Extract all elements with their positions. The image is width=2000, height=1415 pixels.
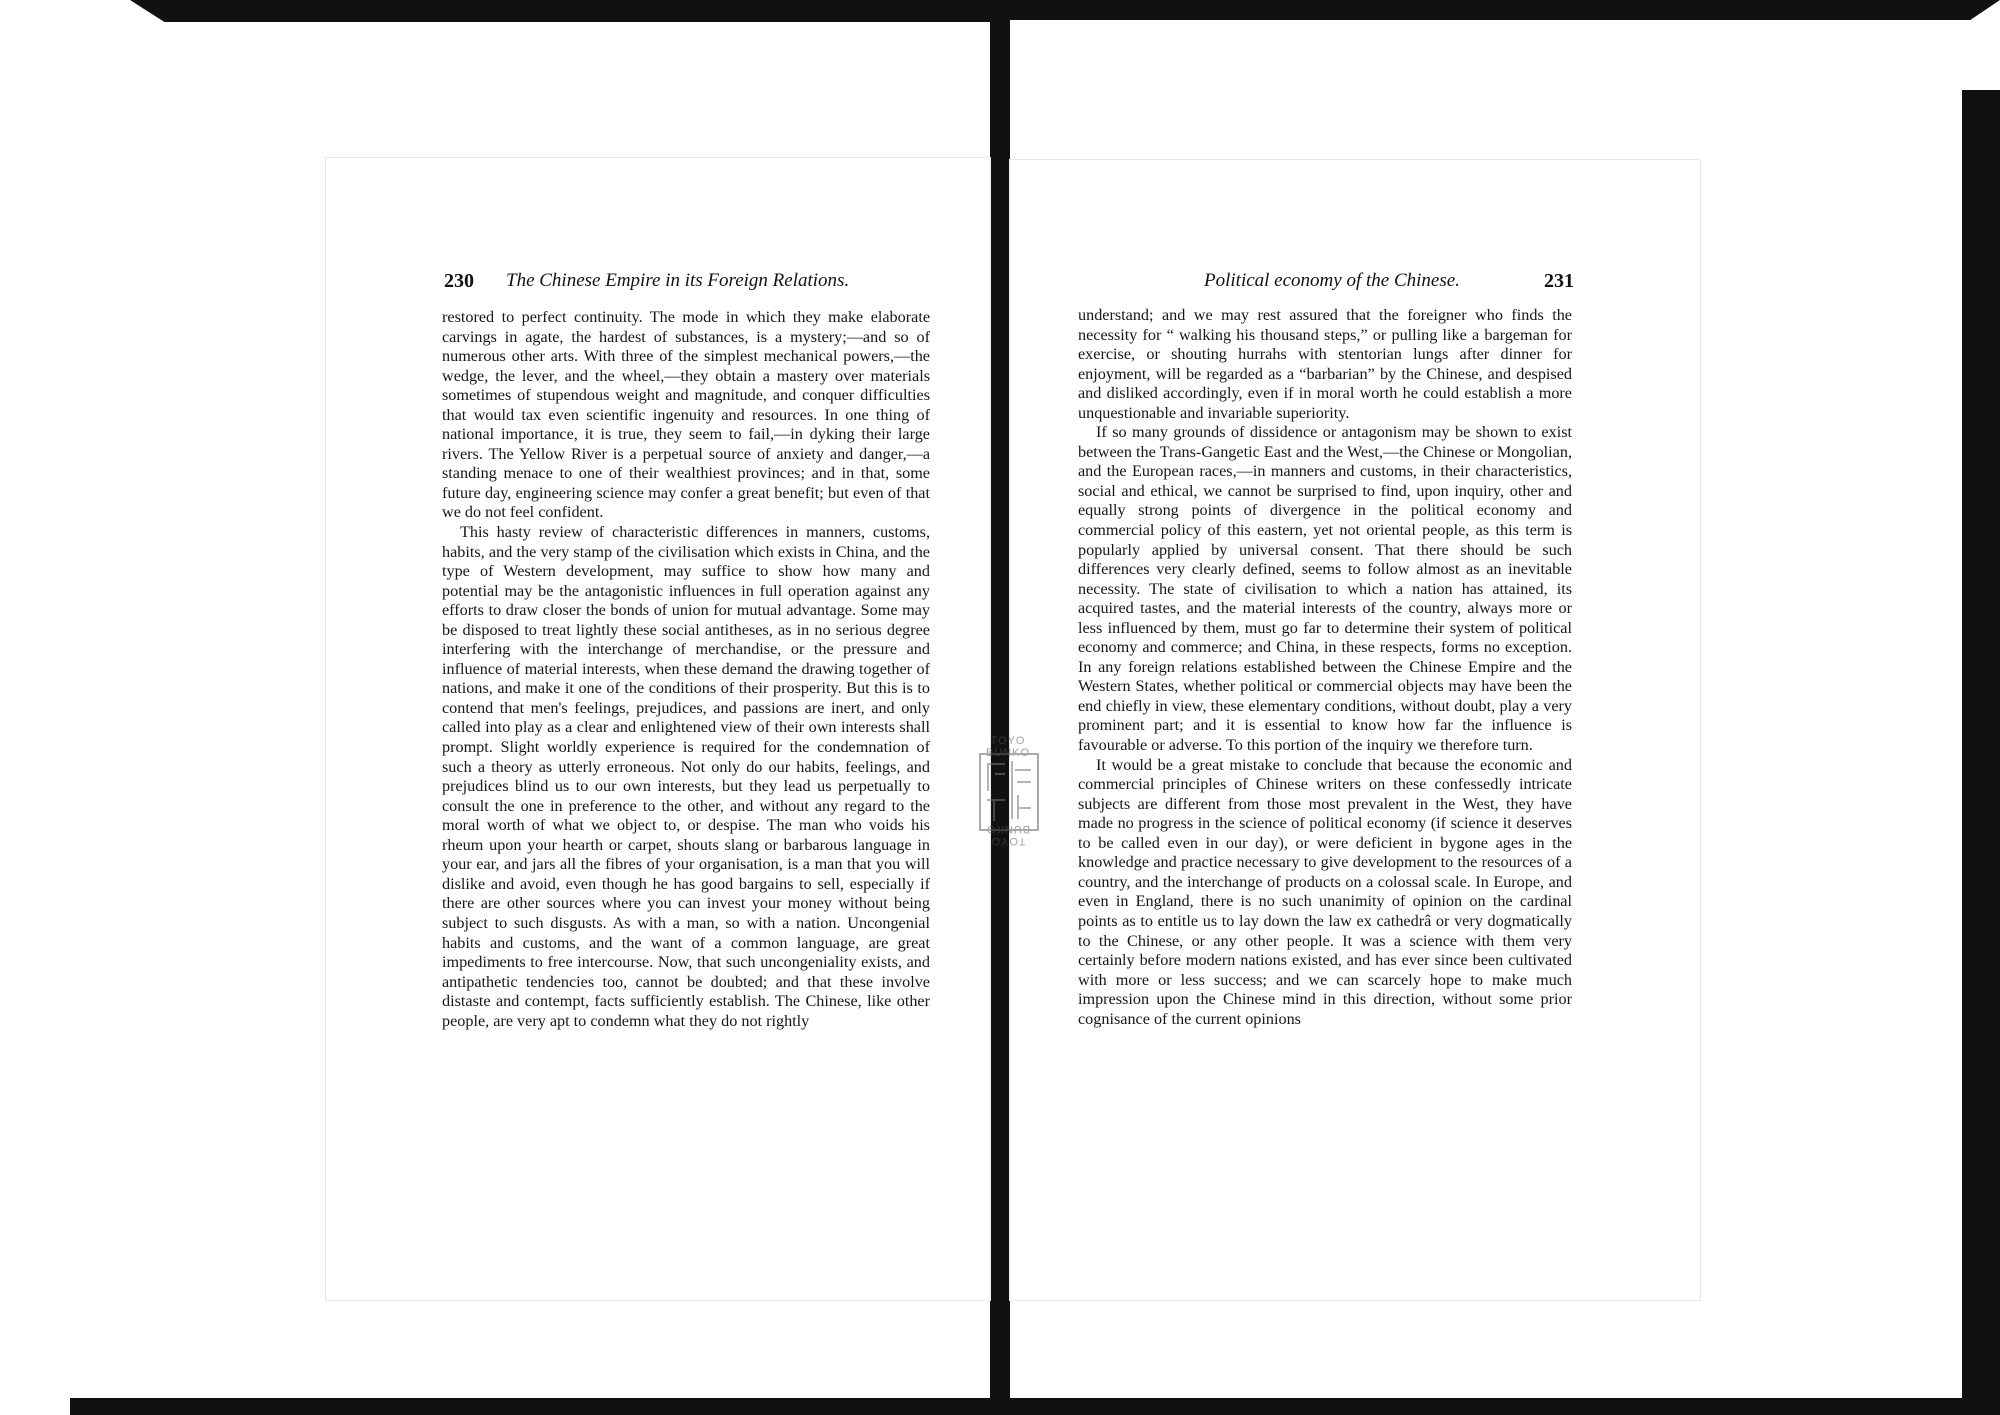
stamp-seal-icon — [979, 753, 1039, 831]
stamp-bottom-text: TOYO BUNKO — [985, 823, 1031, 847]
left-page-body — [442, 308, 930, 1031]
left-running-title: The Chinese Empire in its Foreign Relations. — [506, 270, 850, 291]
stamp-top-text: TOYO BUNKO — [985, 735, 1031, 759]
right-paragraph-3: It would be a great mistake to conclude that because the economic and commercial principles of Chinese writers on these confessedly intricate subjects are different from those most prevalent in the West, they have made no progress in the science of political economy (if science it deserves to be called even in our day), or were deficient in bygone ages in the knowledge and practice necessary to give development to the resources of a country, and the interchange of products on a colossal scale. In Europe, and even in England, there is no such unanimity of opinion on the cardinal points as to entitle us to lay down the law ex cathedrâ or very dogmatically to the Chinese, or any other people. It was a science with them very certainly before modern nations existed, and has ever since been cultivated with more or less success; and we can scarcely hope to make much impression upon the Chinese mind in this direction, without some prior cognisance of the current opinions — [1078, 755, 1572, 1028]
right-page-header — [1010, 270, 1700, 300]
left-page-number: 230 — [444, 270, 474, 292]
right-paragraph-2: If so many grounds of dissidence or antagonism may be shown to exist between the Trans-Gangetic East and the West,—the Chinese or Mongolian, and the European races,—in manners and customs, in their characteristics, social and ethical, we cannot be surprised to find, upon inquiry, other and equally strong points of divergence in the political economy and commercial policy of this eastern, yet not oriental people, as this term is popularly applied by universal consent. That there should be such differences very clearly defined, seems to follow almost as an inevitable necessity. The state of civilisation to which a nation has attained, its acquired tastes, and the material interests of the country, always more or less influenced by them, must go far to determine their system of political economy and commerce; and China, in these respects, forms no exception. In any foreign relations established between the Chinese Empire and the Western States, whether political or commercial objects may have been the end chiefly in view, these elementary conditions, without doubt, play a very prominent part; and it is essential to know how far the influence is favourable or adverse. To this portion of the inquiry we therefore turn. — [1078, 423, 1572, 755]
right-running-title: Political economy of the Chinese. — [1204, 270, 1460, 291]
left-page — [326, 158, 990, 1300]
scan-shadow-top-left — [130, 0, 990, 22]
right-page — [1010, 160, 1700, 1300]
left-page-header — [326, 270, 990, 300]
left-paragraph-2: This hasty review of characteristic differences in manners, customs, habits, and the very stamp of the civilisation which exists in China, and the type of Western development, may suffice to show how many and potential may be the antagonistic influences in full operation against any efforts to draw closer the bonds of union for mutual advantage. Some may be disposed to treat lightly these social antitheses, as in no serious degree interfering with the interchange of merchandise, or the pressure and influence of material interests, when these demand the drawing together of nations, and make it one of the conditions of their prosperity. But this is to contend that men's feelings, prejudices, and passions are inert, and only called into play as a clear and enlightened view of their own interests shall prompt. Slight worldly experience is required for the condemnation of such a theory as utterly erroneous. Not only do our habits, feelings, and prejudices blind us to our own interests, but they lead us perpetually to consult the one in preference to the other, and without any regard to the moral worth of what we object to, or despise. The man who voids his rheum upon your hearth or carpet, shouts slang or barbarous language in your ear, and jars all the fibres of your organisation, is a man that you will dislike and avoid, even though he has good bargains to sell, especially if there are other sources where you can invest your money without being subject to such disgusts. As with a man, so with a nation. Uncongenial habits and customs, and the want of a common language, are great impediments to free intercourse. Now, that such uncongeniality exists, and antipathetic tendencies too, cannot be doubted; and that these involve distaste and contempt, facts sufficiently establish. The Chinese, like other people, are very apt to condemn what they do not rightly — [442, 523, 930, 1030]
left-paragraph-1: restored to perfect continuity. The mode in which they make elaborate carvings in agate, the hardest of substances, is a mystery;—and so of numerous other arts. With three of the simplest mechanical powers,—the wedge, the lever, and the wheel,—they obtain a mastery over materials sometimes of stupendous weight and magnitude, and conquer difficulties that would tax even scientific ingenuity and resources. In one thing of national importance, it is true, they seem to fail,—in dyking their large rivers. The Yellow River is a perpetual source of anxiety and danger,—a standing menace to one of their wealthiest provinces; and in that, some future day, engineering science may confer a great benefit; but even of that we do not feel confident. — [442, 308, 930, 522]
book-gutter — [990, 0, 1010, 1415]
scan-shadow-top-right — [1010, 0, 2000, 20]
library-stamp — [973, 735, 1043, 847]
scan-shadow-bottom — [70, 1398, 2000, 1415]
right-page-body — [1078, 306, 1572, 1029]
right-paragraph-1: understand; and we may rest assured that the foreigner who finds the necessity for “ walking his thousand steps,” or pulling like a bargeman for exercise, or shouting hurrahs with stentorian lungs after dinner for enjoyment, will be regarded as a “barbarian” by the Chinese, and despised and disliked accordingly, even if in moral worth he could establish a more unquestionable and invariable superiority. — [1078, 306, 1572, 422]
right-page-number: 231 — [1544, 270, 1574, 292]
scan-shadow-right — [1962, 90, 2000, 1415]
